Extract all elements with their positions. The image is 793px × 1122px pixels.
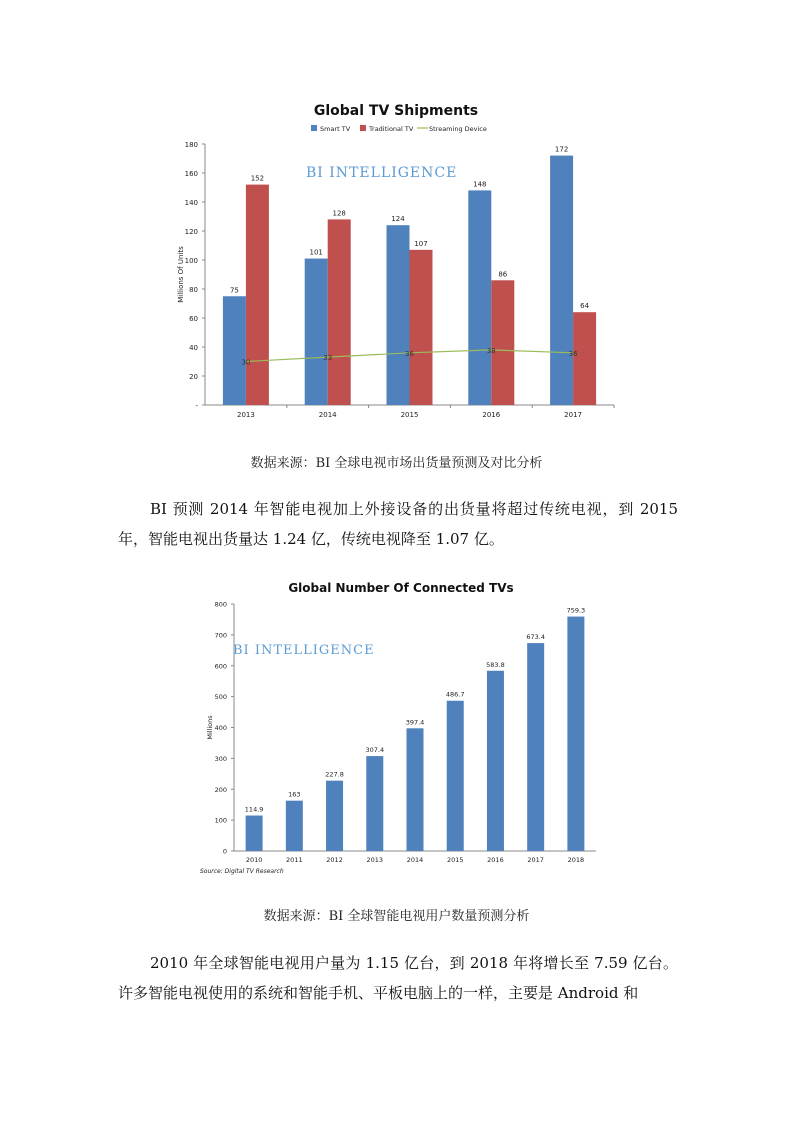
chart1-legend-label: Streaming Device — [429, 125, 487, 133]
chart1-x-tick-label: 2015 — [400, 411, 419, 419]
chart2-y-axis-label: Millions — [206, 715, 214, 740]
chart2-caption: 数据来源：BI 全球智能电视用户数量预测分析 — [263, 909, 530, 924]
chart1-y-tick-label: 180 — [184, 141, 198, 149]
chart1-legend-label: Traditional TV — [369, 125, 414, 133]
chart1-bar-label-smart-tv: 172 — [554, 145, 569, 154]
chart2-bar-label: 227.8 — [325, 770, 344, 779]
chart2-bar — [246, 816, 263, 851]
chart1-caption: 数据来源：BI 全球电视市场出货量预测及对比分析 — [250, 456, 543, 471]
chart2-bar-label: 759.3 — [566, 606, 586, 615]
chart2-bar-label: 307.4 — [365, 746, 385, 755]
chart1-bar-label-smart-tv: 75 — [229, 286, 239, 295]
chart2-y-tick-label: 200 — [214, 785, 227, 794]
chart2-bar-label: 673.4 — [526, 633, 545, 642]
chart1-x-tick-label: 2017 — [564, 411, 583, 419]
chart2-y-tick-label: 600 — [214, 662, 227, 671]
chart2-bar-label: 397.4 — [405, 718, 425, 727]
chart1-y-tick-label: 160 — [184, 170, 198, 178]
chart1-bar-label-smart-tv: 148 — [473, 180, 487, 189]
chart2-bar — [567, 617, 584, 851]
chart1-line-label-streaming-device: 33 — [323, 354, 333, 363]
chart2-bar-label: 163 — [288, 790, 301, 799]
chart1-y-tick-label: 80 — [189, 286, 198, 294]
chart1-bar-label-traditional-tv: 152 — [250, 174, 265, 183]
chart1-y-tick-label: 60 — [189, 315, 198, 323]
chart1-line-label-streaming-device: 36 — [568, 349, 578, 358]
chart2-title: Global Number Of Connected TVs — [288, 581, 514, 595]
chart2-bar-label: 486.7 — [445, 690, 465, 699]
chart2-x-tick-label: 2013 — [366, 856, 384, 864]
paragraph-2 — [118, 948, 678, 1008]
chart2-y-tick-label: 300 — [214, 754, 227, 763]
chart2-bar — [326, 781, 343, 851]
chart2-x-tick-label: 2015 — [446, 856, 464, 864]
chart2-y-tick-label: 100 — [214, 816, 227, 825]
chart1-bar-label-traditional-tv: 64 — [580, 302, 590, 311]
chart2-x-tick-label: 2010 — [245, 856, 263, 864]
chart2-source: Source: Digital TV Research — [200, 868, 284, 875]
chart1-y-tick-label: 40 — [189, 344, 198, 352]
chart2-bar — [527, 643, 544, 851]
chart2-y-tick-label: 500 — [214, 693, 227, 702]
chart1-y-tick-label: 140 — [184, 199, 198, 207]
chart1-y-tick-label: 100 — [184, 257, 198, 265]
chart2-x-tick-label: 2012 — [326, 856, 343, 864]
chart2-x-tick-label: 2018 — [567, 856, 585, 864]
chart2-bar — [487, 671, 504, 851]
chart2-bar — [366, 756, 383, 851]
chart1-legend-label: Smart TV — [320, 125, 351, 133]
chart2-bar — [286, 801, 303, 851]
chart2-bar-label: 114.9 — [244, 805, 264, 814]
chart2-y-tick-label: 0 — [222, 847, 227, 856]
chart1-x-tick-label: 2013 — [236, 411, 255, 419]
chart2-x-tick-label: 2016 — [487, 856, 504, 864]
chart2-x-tick-label: 2017 — [527, 856, 544, 864]
chart2-y-tick-label: 800 — [214, 600, 227, 609]
chart1-x-tick-label: 2014 — [318, 411, 337, 419]
chart1-bar-label-traditional-tv: 107 — [414, 239, 428, 248]
chart1-bar-label-smart-tv: 124 — [391, 215, 405, 224]
chart1-y-axis-label: Millions Of Units — [177, 246, 185, 303]
chart1-y-tick-label: 120 — [184, 228, 198, 236]
paragraph-1-text: BI 预测 2014 年智能电视加上外接设备的出货量将超过传统电视，到 2015 年，智能电视出货量达 1.24 亿，传统电视降至 1.07 亿。 — [118, 500, 678, 548]
chart1-y-tick-label: - — [195, 402, 198, 410]
chart1-line-label-streaming-device: 38 — [486, 346, 496, 355]
chart2-x-tick-label: 2014 — [406, 856, 424, 864]
chart2-bar — [447, 701, 464, 851]
chart1-bar-label-traditional-tv: 86 — [498, 270, 508, 279]
chart1-title: Global TV Shipments — [313, 103, 479, 119]
chart2-watermark: BI INTELLIGENCE — [233, 643, 375, 658]
chart1-line-label-streaming-device: 36 — [405, 349, 414, 358]
chart2-bar — [407, 728, 424, 851]
chart1-watermark: BI INTELLIGENCE — [306, 165, 458, 181]
chart1-bar-label-traditional-tv: 128 — [332, 209, 346, 218]
chart1-x-tick-label: 2016 — [482, 411, 501, 419]
chart2-x-tick-label: 2011 — [286, 856, 303, 864]
chart2-y-tick-label: 700 — [214, 631, 227, 640]
chart1-bar-label-smart-tv: 101 — [309, 248, 323, 257]
paragraph-2-text: 2010 年全球智能电视用户量为 1.15 亿台，到 2018 年将增长至 7.59 亿台。许多智能电视使用的系统和智能手机、平板电脑上的一样，主要是 Android 和 — [118, 954, 678, 1002]
chart1-line-label-streaming-device: 30 — [241, 358, 251, 367]
chart2-bar-label: 583.8 — [486, 660, 505, 669]
chart1-y-tick-label: 20 — [189, 373, 198, 381]
chart2-y-tick-label: 400 — [214, 724, 227, 732]
